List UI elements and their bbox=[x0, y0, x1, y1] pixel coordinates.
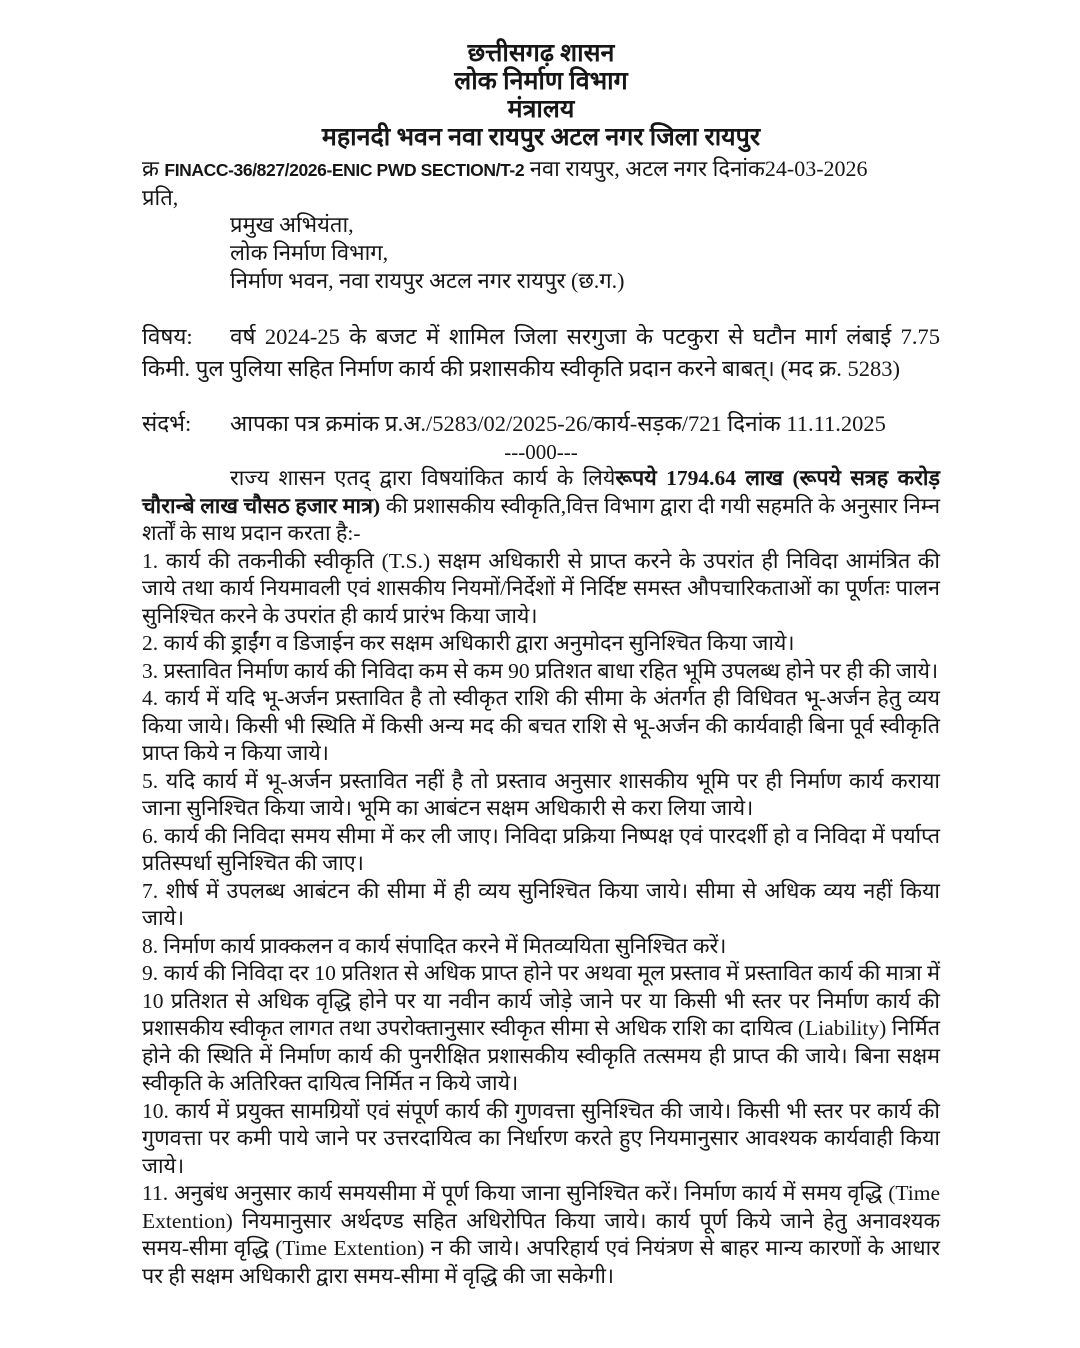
condition-item-8: 8. निर्माण कार्य प्राक्कलन व कार्य संपादित करने में मितव्ययिता सुनिश्चित करें। bbox=[142, 933, 727, 958]
letterhead bbox=[142, 40, 940, 152]
subject-paragraph bbox=[142, 321, 940, 385]
letterhead-address: महानदी भवन नवा रायपुर अटल नगर जिला रायपुर bbox=[321, 124, 761, 151]
addressee-address: निर्माण भवन, नवा रायपुर अटल नगर रायपुर (छ.ग.) bbox=[230, 268, 625, 293]
condition-item-7: 7. शीर्ष में उपलब्ध आबंटन की सीमा में ही व्यय सुनिश्चित किया जाये। सीमा से अधिक व्यय नहीं किया जाये। bbox=[142, 878, 940, 930]
reference-number-line bbox=[142, 155, 940, 184]
sanction-paragraph bbox=[142, 465, 940, 548]
place-and-date: नवा रायपुर, अटल नगर दिनांक24-03-2026 bbox=[524, 156, 868, 181]
addressee-department: लोक निर्माण विभाग, bbox=[230, 240, 389, 265]
condition-item-9: 9. कार्य की निविदा दर 10 प्रतिशत से अधिक प्राप्त होने पर अथवा मूल प्रस्ताव में प्रस्तावित कार्य की मात्रा में 10 प्रतिशत से अधिक वृद्धि होने पर या नवीन कार्य जोड़े जाने पर या किसी भी स्तर पर निर्माण कार्य की प्रशासकीय स्वीकृत लागत तथा उपरोक्तानुसार स्वीकृत सीमा से अधिक राशि का दायित्व (Liability) निर्मित होने की स्थिति में निर्माण कार्य की पुनरीक्षित प्रशासकीय स्वीकृति तत्समय ही प्राप्त की जाये। बिना सक्षम स्वीकृति के अतिरिक्त दायित्व निर्मित न किये जाये। bbox=[142, 961, 940, 1095]
sanction-text-pre: राज्य शासन एतद् द्वारा विषयांकित कार्य के लिये bbox=[230, 466, 616, 490]
addressee-salutation: प्रति, bbox=[142, 185, 179, 210]
subject-text: वर्ष 2024-25 के बजट में शामिल जिला सरगुजा के पटकुरा से घटौन मार्ग लंबाई 7.75 किमी. पुल पुलिया सहित निर्माण कार्य की प्रशासकीय स्वीकृति प्रदान करने बाबत्। (मद क्र. 5283) bbox=[142, 324, 940, 381]
subject-label: विषय: bbox=[142, 324, 193, 349]
letterhead-ministry: मंत्रालय bbox=[507, 96, 575, 123]
sanction-amount: रूपये 1794.64 लाख (रूपये सत्रह करोड़ चौरान्बे लाख चौसठ हजार मात्र) bbox=[142, 466, 940, 518]
condition-item-4: 4. कार्य में यदि भू-अर्जन प्रस्तावित है तो स्वीकृत राशि की सीमा के अंतर्गत ही विधिवत भू-अर्जन हेतु व्यय किया जाये। किसी भी स्थिति में किसी अन्य मद की बचत राशि से भू-अर्जन की कार्यवाही बिना पूर्व स्वीकृति प्राप्त किये न किया जाये। bbox=[142, 686, 940, 765]
condition-item-10: 10. कार्य में प्रयुक्त सामग्रियों एवं संपूर्ण कार्य की गुणवत्ता सुनिश्चित की जाये। किसी भी स्तर पर कार्य की गुणवत्ता पर कमी पाये जाने पर उत्तरदायित्व का निर्धारण करते हुए नियमानुसार आवश्यक कार्यवाही किया जाये। bbox=[142, 1098, 940, 1178]
letterhead-government-name: छत्तीसगढ़ शासन bbox=[467, 40, 615, 67]
condition-item-5: 5. यदि कार्य में भू-अर्जन प्रस्तावित नहीं है तो प्रस्ताव अनुसार शासकीय भूमि पर ही निर्माण कार्य कराया जाना सुनिश्चित किया जाये। भूमि का आबंटन सक्षम अधिकारी से करा लिया जाये। bbox=[142, 768, 940, 820]
section-separator: ---000--- bbox=[504, 440, 578, 464]
condition-item-1: 1. कार्य की तकनीकी स्वीकृति (T.S.) सक्षम अधिकारी से प्राप्त करने के उपरांत ही निविदा आमंत्रित की जाये तथा कार्य नियमावली एवं शासकीय नियमों/निर्देशों में निर्दिष्ट समस्त औपचारिकताओं का पूर्णतः पालन सुनिश्चित करने के उपरांत ही कार्य प्रारंभ किया जाये। bbox=[142, 548, 940, 628]
reference-label: संदर्भ: bbox=[142, 411, 192, 436]
reference-paragraph bbox=[142, 409, 940, 439]
condition-item-2: 2. कार्य की ड्राईंग व डिजाईन कर सक्षम अधिकारी द्वारा अनुमोदन सुनिश्चित किया जाये। bbox=[142, 631, 795, 655]
addressee-designation: प्रमुख अभियंता, bbox=[230, 212, 354, 237]
reference-text: आपका पत्र क्रमांक प्र.अ./5283/02/2025-26/कार्य-सड़क/721 दिनांक 11.11.2025 bbox=[230, 411, 886, 436]
ref-number-prefix: क्र bbox=[142, 156, 165, 181]
letterhead-department-name: लोक निर्माण विभाग bbox=[454, 68, 628, 95]
addressee-block bbox=[230, 211, 940, 295]
sanction-text-post: की प्रशासकीय स्वीकृति,वित्त विभाग द्वारा दी गयी सहमति के अनुसार निम्न शर्तों के साथ प्रदान करता है:- bbox=[142, 493, 940, 545]
conditions-list bbox=[142, 548, 940, 1291]
file-number: FINACC-36/827/2026-ENIC PWD SECTION/T-2 bbox=[164, 160, 525, 180]
condition-item-11: 11. अनुबंध अनुसार कार्य समयसीमा में पूर्ण किया जाना सुनिश्चित करें। निर्माण कार्य में समय वृद्धि (Time Extention) नियमानुसार अर्थदण्ड सहित अधिरोपित किया जाये। कार्य पूर्ण किये जाने हेतु अनावश्यक समय-सीमा वृद्धि (Time Extention) न की जाये। अपरिहार्य एवं नियंत्रण से बाहर मान्य कारणों के आधार पर ही सक्षम अधिकारी द्वारा समय-सीमा में वृद्धि की जा सकेगी। bbox=[142, 1181, 940, 1288]
condition-item-6: 6. कार्य की निविदा समय सीमा में कर ली जाए। निविदा प्रक्रिया निष्पक्ष एवं पारदर्शी हो व निविदा में पर्याप्त प्रतिस्पर्धा सुनिश्चित की जाए। bbox=[142, 823, 940, 875]
condition-item-3: 3. प्रस्तावित निर्माण कार्य की निविदा कम से कम 90 प्रतिशत बाधा रहित भूमि उपलब्ध होने पर ही की जाये। bbox=[142, 658, 939, 683]
